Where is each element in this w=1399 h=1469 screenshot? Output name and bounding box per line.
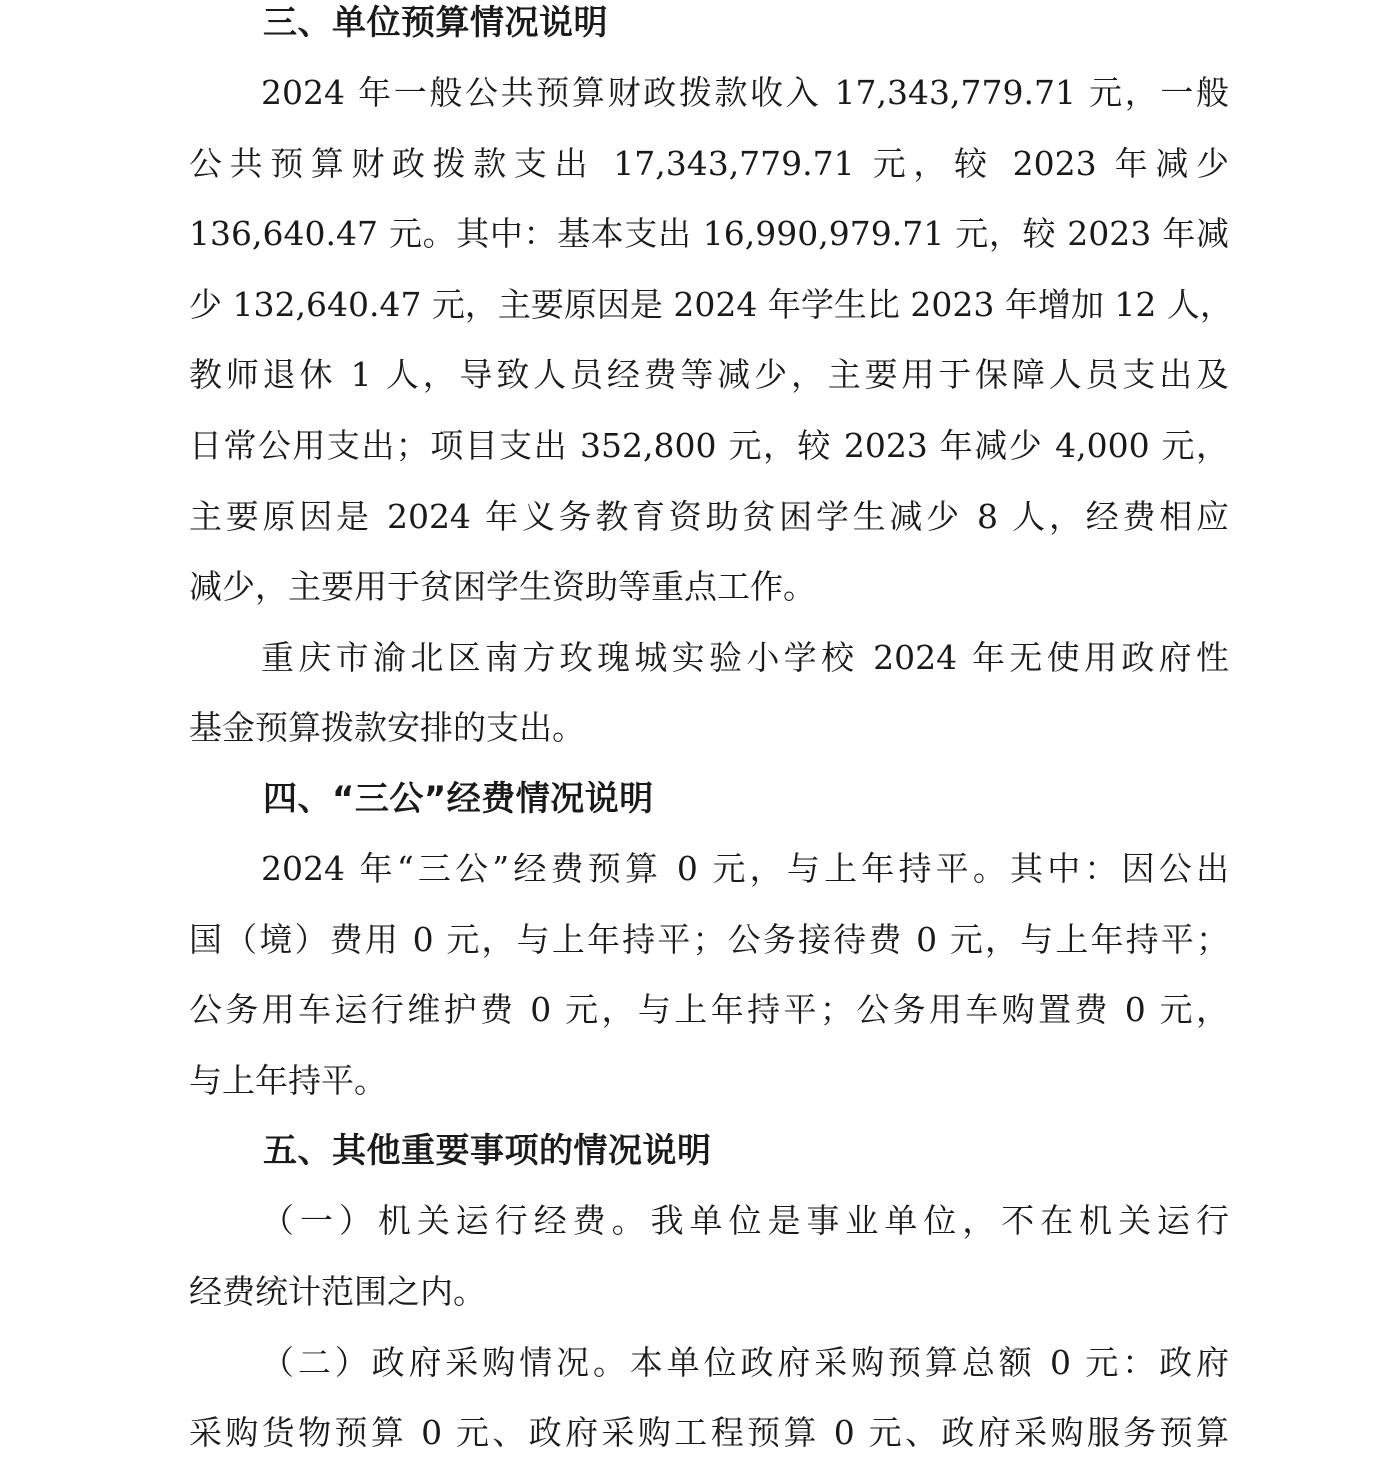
text-line: 主要原因是 2024 年义务教育资助贫困学生减少 8 人，经费相应 xyxy=(189,496,1229,536)
section-5-heading: 五、其他重要事项的情况说明 xyxy=(263,1131,712,1172)
text-line: 少 132,640.47 元，主要原因是 2024 年学生比 2023 年增加 12 人， xyxy=(189,284,1233,324)
text-line: 公共预算财政拨款支出 17,343,779.71 元，较 2023 年减少 xyxy=(189,143,1229,183)
text-line: 2024 年一般公共预算财政拨款收入 17,343,779.71 元，一般 xyxy=(261,73,1229,112)
text-line: 采购货物预算 0 元、政府采购工程预算 0 元、政府采购服务预算 xyxy=(189,1413,1229,1453)
section-5-paragraph-2 xyxy=(189,1328,1229,1469)
section-3-heading: 三、单位预算情况说明 xyxy=(263,3,608,43)
text-line: 基金预算拨款安排的支出。 xyxy=(189,708,585,748)
text-line: 公务用车运行维护费 0 元，与上年持平；公务用车购置费 0 元， xyxy=(189,990,1229,1030)
text-line: 136,640.47 元。其中：基本支出 16,990,979.71 元，较 2023 年减 xyxy=(189,214,1229,254)
text-line: （二）政府采购情况。本单位政府采购预算总额 0 元：政府 xyxy=(261,1342,1229,1382)
text-line: 与上年持平。 xyxy=(189,1060,387,1100)
section-4-heading: 四、“三公”经费情况说明 xyxy=(263,778,654,819)
text-line: 经费统计范围之内。 xyxy=(189,1271,486,1311)
section-5-paragraph-1 xyxy=(189,1186,1229,1327)
text-line: 重庆市渝北区南方玫瑰城实验小学校 2024 年无使用政府性 xyxy=(261,637,1229,677)
section-4-paragraph-1 xyxy=(189,834,1229,1116)
text-line: 减少，主要用于贫困学生资助等重点工作。 xyxy=(189,567,816,607)
section-3-paragraph-2 xyxy=(189,623,1229,764)
text-line: 教师退休 1 人，导致人员经费等减少，主要用于保障人员支出及 xyxy=(189,355,1229,395)
text-line: 国（境）费用 0 元，与上年持平；公务接待费 0 元，与上年持平； xyxy=(189,919,1229,959)
section-3-paragraph-1 xyxy=(189,58,1233,623)
document-page xyxy=(189,0,1233,1469)
text-line: （一）机关运行经费。我单位是事业单位，不在机关运行 xyxy=(261,1201,1229,1241)
text-line: 日常公用支出；项目支出 352,800 元，较 2023 年减少 4,000 元， xyxy=(189,425,1229,465)
text-line: 2024 年“三公”经费预算 0 元，与上年持平。其中：因公出 xyxy=(261,848,1229,888)
